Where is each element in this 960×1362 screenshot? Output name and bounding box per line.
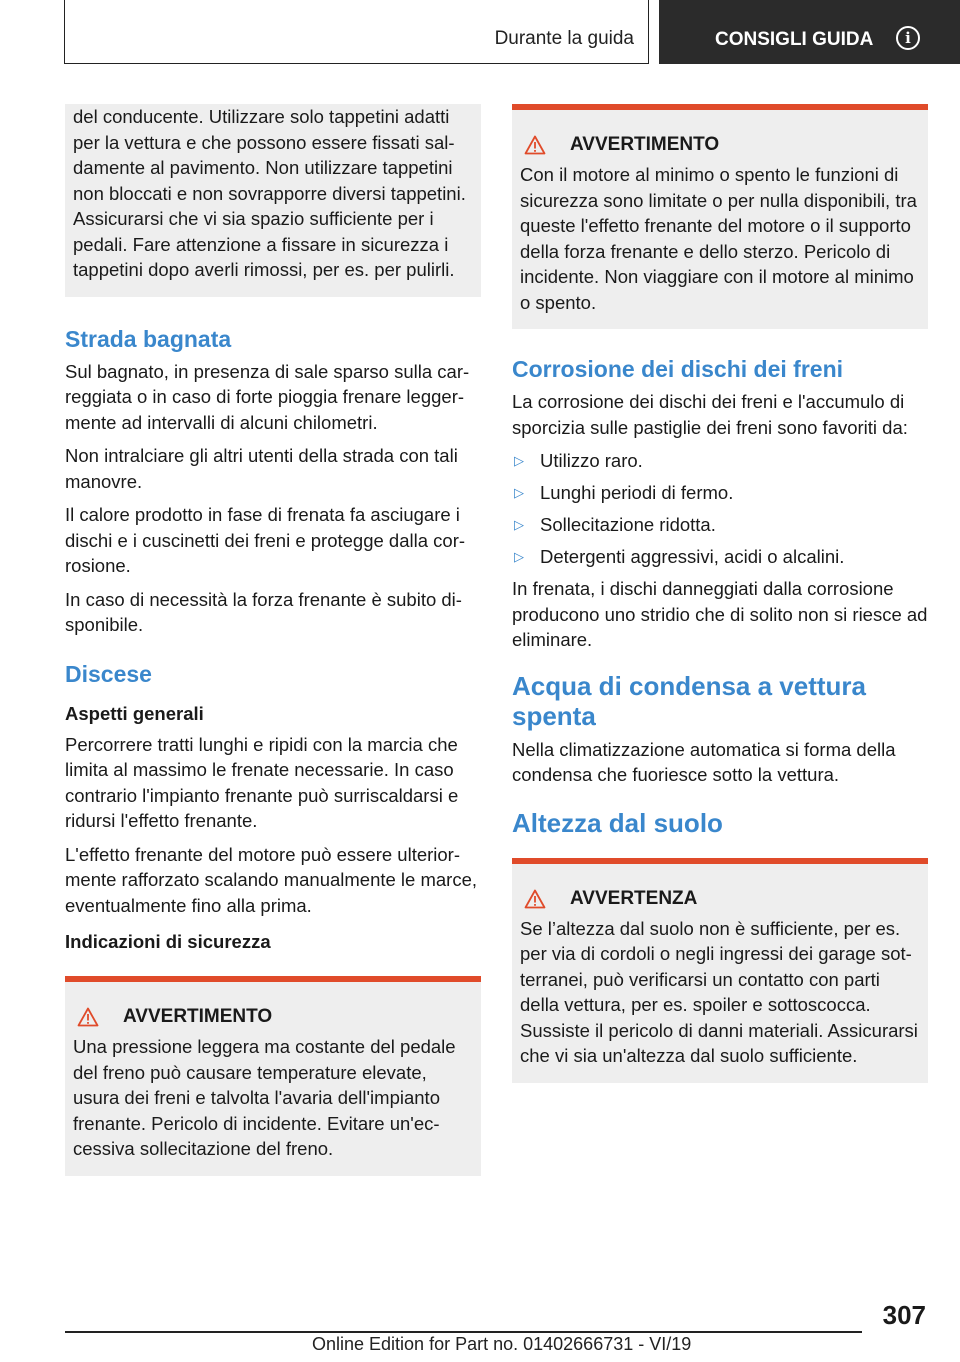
heading-wet-road: Strada bagnata — [65, 325, 232, 352]
triangle-bullet-icon: ▷ — [514, 453, 524, 468]
triangle-bullet-icon: ▷ — [514, 517, 524, 532]
general-paragraph-2: L'effetto frenante del motore può essere ulteriormente rafforzato scalando manualmente le marce, eventualmente fino alla prima. — [65, 843, 478, 916]
triangle-bullet-icon: ▷ — [514, 485, 524, 500]
list-item: ▷ Utilizzo raro. — [512, 448, 928, 474]
warning-title: AVVERTIMENTO — [123, 1006, 273, 1027]
warning-text: Con il motore al minimo o spento le funzioni di sicurezza sono limitate o per nulla disponibili, tra queste l'effetto frenante del motore o il supporto della forza frenante e dello sterzo. Pericolo di incidente. Non viaggiare con il motore al minimo o spento. — [520, 164, 917, 313]
triangle-bullet-icon: ▷ — [514, 549, 524, 564]
list-item: ▷ Sollecitazione ridotta. — [512, 512, 928, 538]
caution-box-clearance — [512, 858, 928, 1083]
corrosion-paragraph-2: In frenata, i dischi danneggiati dalla corrosione producono uno stridio che di solito non si riesce ad eliminare. — [512, 578, 928, 650]
heading-safety: Indicazioni di sicurezza — [65, 931, 271, 952]
footer-edition: Online Edition for Part no. 01402666731 - VI/19 — [312, 1334, 692, 1354]
list-item: ▷ Detergenti aggressivi, acidi o alcalini. — [512, 544, 928, 570]
corrosion-paragraph-1: La corrosione dei dischi dei freni e l'accumulo di sporcizia sulle pastiglie dei freni sono favoriti da: — [512, 391, 908, 438]
warning-triangle-icon — [77, 1007, 99, 1027]
wet-road-paragraph-1: Sul bagnato, in presenza di sale sparso sulla carreggiata o in caso di forte pioggia frenare leggermente ad intervalli di alcuni chilometri. — [65, 360, 470, 433]
corrosion-list — [512, 448, 928, 570]
warning-triangle-icon — [524, 889, 546, 909]
list-item: ▷ Lunghi periodi di fermo. — [512, 480, 928, 506]
heading-descents: Discese — [65, 660, 152, 687]
wet-road-paragraph-3: Il calore prodotto in fase di frenata fa asciugare i dischi e i cuscinetti dei freni e protegge dalla corrosione. — [65, 504, 466, 576]
footer-divider — [65, 1331, 862, 1333]
warning-text: Una pressione leggera ma costante del pedale del freno può causare temperature elevate, usura dei freni e talvolta l'avaria dell'impianto frenante. Pericolo di incidente. Evitare un'eccessiva sollecitazione del freno. — [73, 1036, 456, 1159]
heading-general: Aspetti generali — [65, 702, 204, 724]
page-number: 307 — [882, 1300, 926, 1330]
wet-road-paragraph-4: In caso di necessità la forza frenante è subito disponibile. — [65, 588, 462, 635]
warning-triangle-icon — [524, 135, 546, 155]
chapter-title: CONSIGLI GUIDA — [715, 29, 874, 50]
caution-text: Se l’altezza dal suolo non è sufficiente, per es. per via di cordoli o negli ingressi dei garage sotterranei, può verificarsi un contatto con parti della vettura, per es. spoiler e sottoscocca. Sussiste il pericolo di danni materiali. Assicurarsi che vi sia un'altezza dal suolo sufficiente. — [520, 917, 918, 1066]
header-chapter-box — [659, 0, 960, 64]
condensation-paragraph: Nella climatizzazione automatica si forma della condensa che fuoriesce sotto la vettura. — [512, 738, 896, 785]
heading-clearance: Altezza dal suolo — [512, 807, 723, 838]
section-title: Durante la guida — [494, 28, 634, 49]
intro-text: del conducente. Utilizzare solo tappetini adatti per la vettura e che possono essere fissati saldamente al pavimento. Non utilizzare tappetini non bloccati e non sovrapporre diversi tappetini. Assicurarsi che vi sia spazio sufficiente per i pedali. Fare attenzione a fissare in sicurezza i tappetini dopo averli rimossi, per es. per pulirli. — [73, 106, 466, 280]
heading-condensation: Acqua di condensa a vettura spenta — [512, 670, 866, 731]
warning-box-engine — [512, 104, 928, 329]
left-column — [65, 104, 481, 1176]
header-section-box — [64, 0, 649, 64]
warning-title: AVVERTIMENTO — [570, 134, 720, 155]
intro-box — [65, 104, 481, 297]
wet-road-paragraph-2: Non intralciare gli altri utenti della strada con tali manovre. — [65, 445, 458, 492]
caution-title: AVVERTENZA — [570, 887, 698, 909]
general-paragraph-1: Percorrere tratti lunghi e ripidi con la marcia che limita al massimo le frenate necessarie. In caso contrario l'impianto frenante può surriscaldarsi e ridursi l'effetto frenante. — [65, 733, 459, 831]
right-column — [512, 104, 928, 1083]
info-icon: i — [896, 26, 920, 50]
warning-box-brake — [65, 976, 481, 1176]
heading-corrosion: Corrosione dei dischi dei freni — [512, 356, 844, 382]
